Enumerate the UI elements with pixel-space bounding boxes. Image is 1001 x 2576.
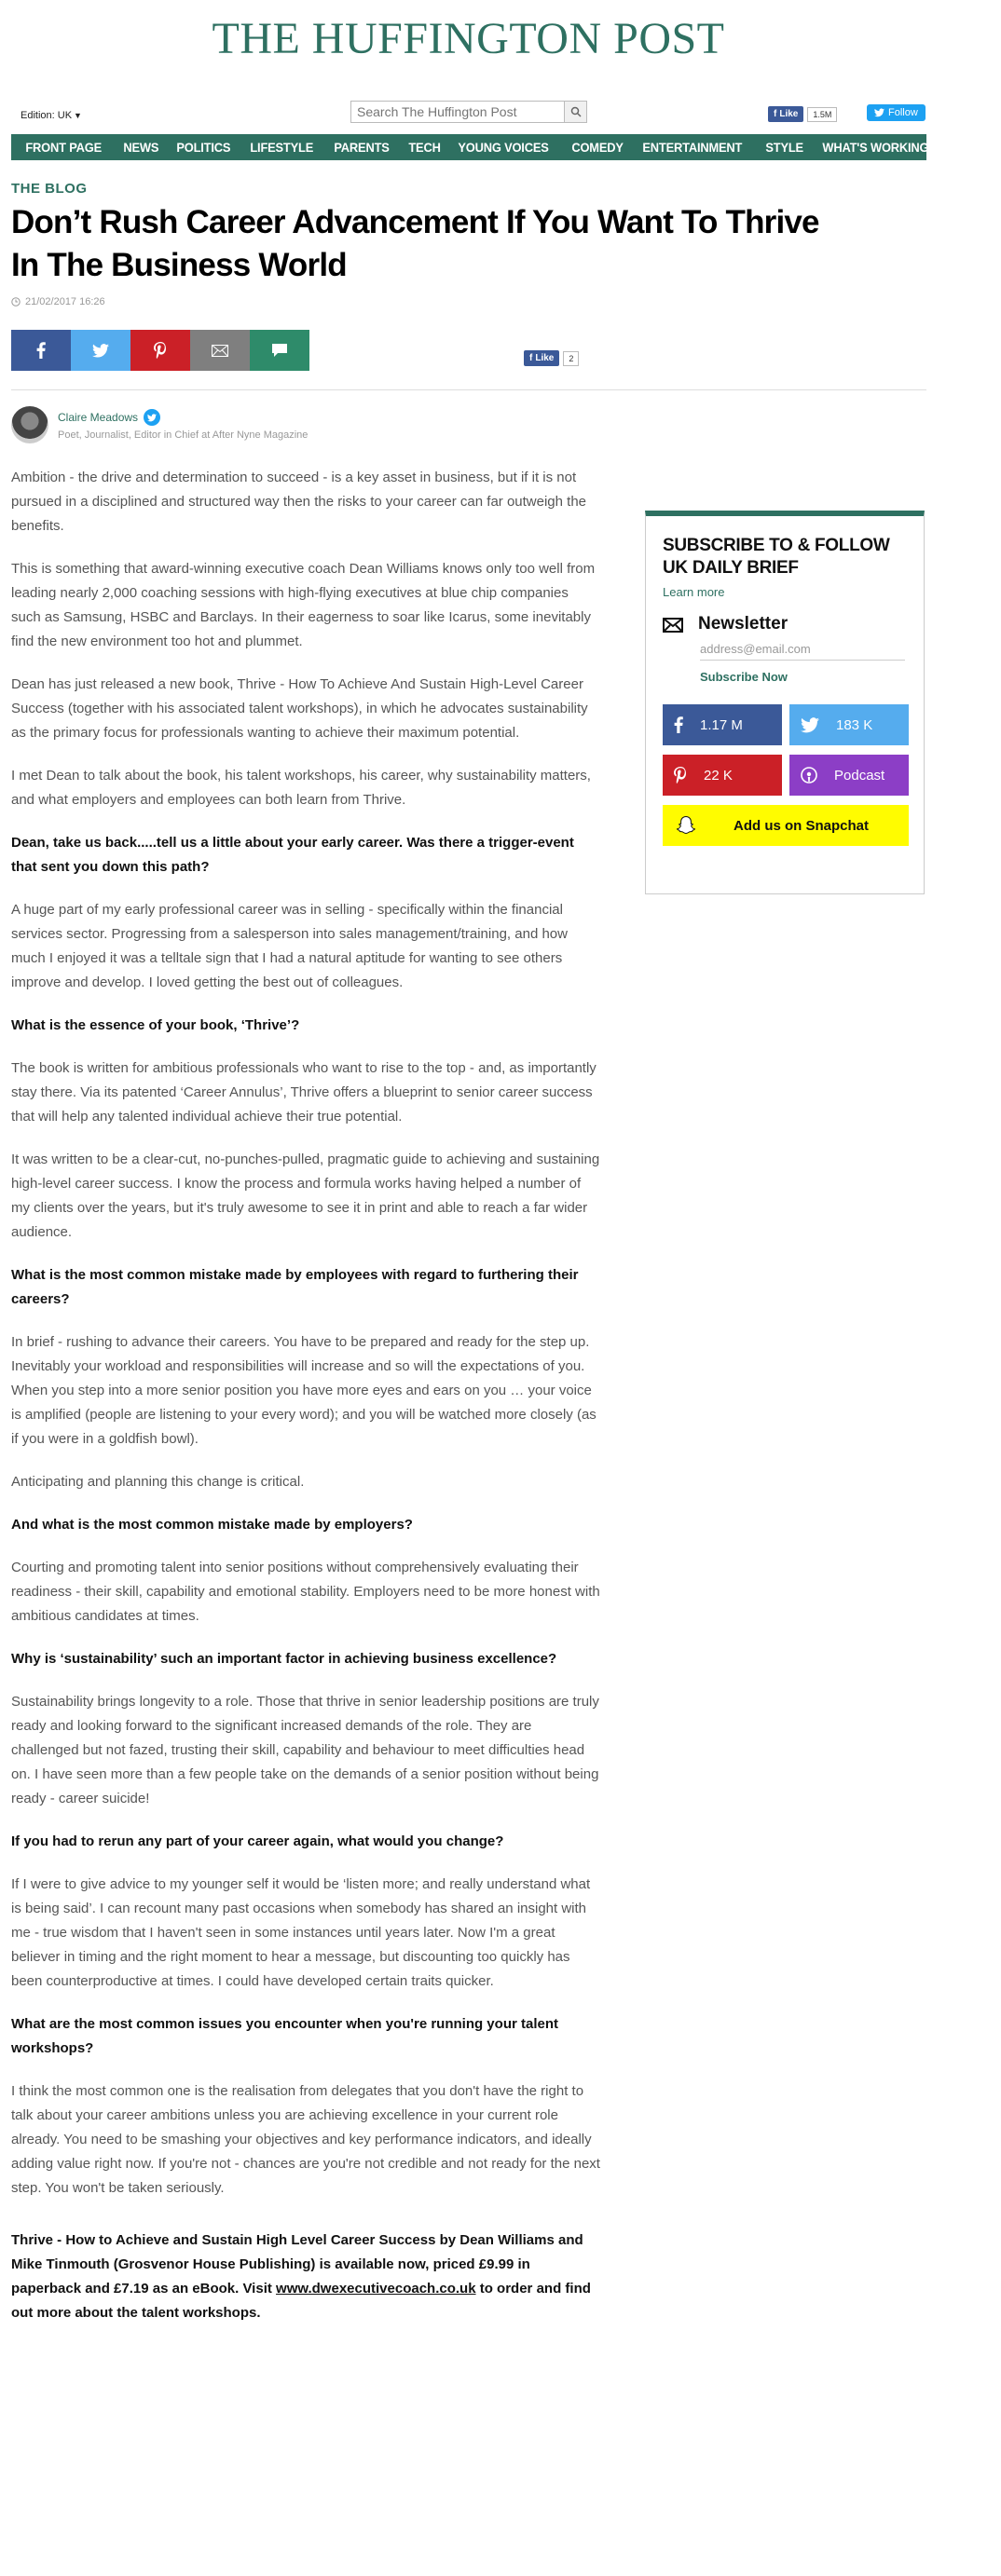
facebook-icon [674,716,683,733]
interview-question: What is the most common mistake made by employees with regard to furthering their careers? [11,1267,579,1307]
article-paragraph: This is something that award-winning executive coach Dean Williams knows only too well from leading nearly 2,000 coaching sessions with high-flying executives at blue chip companies such as Samsung, HSBC and Barclays. In their eagerness to soar like Icarus, some inevitably find the new environment too hot and plummet. [11,561,596,649]
interview-question: Why is ‘sustainability’ such an important factor in achieving business excellence? [11,1651,557,1667]
interview-question: Dean, take us back.....tell us a little about your early career. Was there a trigger-event that sent you down this path? [11,835,574,875]
twitter-bird-icon [92,344,109,358]
nav-item-news[interactable]: NEWS [123,140,159,155]
nav-item-style[interactable]: STYLE [765,140,804,155]
article-paragraph: Ambition - the drive and determination to succeed - is a key asset in business, but if it is not pursued in a disciplined and structured way then the risks to your career can far outweigh the benefits. [11,470,587,534]
twitter-author-icon[interactable] [144,409,160,426]
envelope-icon [663,618,683,633]
fb-like-article-button[interactable] [524,350,559,366]
article-paragraph: I think the most common one is the realisation from delegates that you don't have the right to talk about your career ambitions unless you are achieving excellence in your current role already. You need to be smashing your objectives and key performance indicators, and ideally adding value right now. If you're not - chances are you're not credible and not ready for the next step. You won't be taken seriously. [11,2083,600,2196]
facebook-icon [36,342,46,359]
fb-like-article-label: Like [535,353,555,363]
fb-like-button[interactable] [768,106,803,122]
email-field[interactable]: address@email.com [700,642,905,661]
nav-item-entertainment[interactable]: ENTERTAINMENT [642,140,743,155]
author-info [58,409,308,441]
podcast-icon [801,767,817,784]
author-block [11,406,308,443]
interview-question: What is the essence of your book, ‘Thrive’? [11,1017,300,1033]
nav-item-young-voices[interactable]: YOUNG VOICES [458,140,549,155]
snapchat-label: Add us on Snapchat [734,817,870,834]
sidebar-title: SUBSCRIBE TO & FOLLOW UK DAILY BRIEF [663,536,890,578]
article-paragraph: Courting and promoting talent into senior positions without comprehensively evaluating their readiness - their skill, capability and emotional stability. Employers need to be more honest with ambitious candidates at times. [11,1560,600,1624]
author-bio: Poet, Journalist, Editor in Chief at After Nyne Magazine [58,429,309,441]
nav-item-comedy[interactable]: COMEDY [571,140,624,155]
twitter-follower-count: 183 K [836,716,873,733]
share-twitter-button[interactable] [71,330,130,371]
section-kicker[interactable]: THE BLOG [11,181,88,197]
follow-facebook-button[interactable] [663,704,782,745]
book-info-paragraph [11,2228,600,2325]
masthead [0,13,937,64]
clock-icon [11,297,21,307]
nav-item-front-page[interactable]: FRONT PAGE [25,140,103,155]
podcast-button[interactable] [789,755,909,796]
fb-like-article-widget [524,350,579,366]
nav-item-blogs[interactable]: BLOGS [952,140,994,155]
book-info-text: Thrive - How to Achieve and Sustain High Level Career Success by Dean Williams and Mike Tinmouth (Grosvenor House Publishing) is available now, priced £9.99 in paperback and £7.19 as an eBook. Visit [11,2232,583,2297]
fb-like-count: 1.5M [807,107,837,122]
share-facebook-button[interactable] [11,330,71,371]
podcast-label: Podcast [834,767,885,784]
author-name[interactable]: Claire Meadows [58,411,139,424]
interview-question: If you had to rerun any part of your career again, what would you change? [11,1833,504,1849]
article-paragraph: A huge part of my early professional career was in selling - specifically within the financial services sector. Progressing from a salesperson into sales management/training, and how much I enjoyed it was a telltale sign that I had a natural aptitude for wanting to see others improve and develop. I loved getting the best out of colleagues. [11,902,568,990]
article-paragraph: Sustainability brings longevity to a role. Those that thrive in senior leadership positions are truly ready and looking forward to the significant increased demands of the role. They are challenged but not fazed, trusting their skill, capability and behaviour to meet difficulties head on. I have seen more than a few people take on the demands of a senior position without being ready - career suicide! [11,1694,599,1806]
share-email-button[interactable] [190,330,250,371]
timestamp-text: 21/02/2017 16:26 [25,296,105,307]
fb-like-article-count: 2 [563,351,579,366]
pinterest-icon [674,767,687,784]
fb-icon: f [529,353,533,363]
caret-down-icon: ▼ [74,111,82,120]
interview-question: And what is the most common mistake made by employers? [11,1517,413,1533]
social-follow-grid [663,704,907,796]
article-body [11,466,600,2325]
share-bar [11,330,309,371]
header-divider [11,389,926,390]
interview-question: What are the most common issues you encounter when you're running your talent workshops? [11,2016,558,2056]
nav-item-tech[interactable]: TECH [408,140,441,155]
twitter-bird-icon [874,108,884,117]
article-paragraph: The book is written for ambitious professionals who want to rise to the top - and, as importantly stay there. Via its patented ‘Career Annulus’, Thrive offers a blueprint to senior career success that will help any talented individual achieve their true potential. [11,1060,596,1124]
website-link[interactable]: www.dwexecutivecoach.co.uk [276,2281,476,2297]
edition-label: Edition: UK [21,110,73,121]
share-pinterest-button[interactable] [130,330,190,371]
subscribe-button[interactable]: Subscribe Now [700,670,788,684]
utility-bar [11,101,926,129]
comment-icon [271,343,288,358]
book-info-text-end: to order and find out more about the talent workshops. [11,2281,591,2321]
fb-like-widget [768,106,837,122]
author-avatar[interactable] [11,406,48,443]
article-paragraph: It was written to be a clear-cut, no-punches-pulled, pragmatic guide to achieving and sustaining high-level career success. I know the process and formula works having helped a number of my clients over the years, but it's truly awesome to see it in print and able to reach a far wider audience. [11,1152,600,1240]
fb-icon: f [774,109,777,119]
pinterest-icon [154,342,167,359]
search-box [350,101,587,123]
newsletter-sidebar [645,511,925,894]
main-nav [11,134,994,160]
twitter-follow-label: Follow [888,107,918,118]
facebook-follower-count: 1.17 M [700,716,743,733]
article-paragraph: Anticipating and planning this change is critical. [11,1474,305,1490]
search-icon [570,106,582,117]
twitter-bird-icon [147,414,157,422]
learn-more-link[interactable]: Learn more [663,585,725,599]
article-paragraph: Dean has just released a new book, Thrive - How To Achieve And Sustain High-Level Career Success (together with his associated talent workshops), in which he advocates sustainability as the primary focus for professionals wanting to achieve their maximum potential. [11,676,588,741]
newsletter-row [663,614,907,634]
snapchat-ghost-icon [676,815,696,836]
newsletter-title: Newsletter [698,614,788,634]
snapchat-button[interactable] [663,805,909,846]
edition-selector[interactable] [21,110,82,121]
article-timestamp [11,296,105,307]
article-paragraph: In brief - rushing to advance their careers. You have to be prepared and ready for the step up. Inevitably your workload and responsibilities will increase and so will the expectations of you. When you step into a more senior position you have more eyes and ears on you … your voice is amplified (people are listening to your every word); and you will be watched more closely (as if you were in a goldfish bowl). [11,1334,596,1447]
author-name-row [58,409,308,426]
follow-twitter-button[interactable] [789,704,909,745]
nav-item-whats-working[interactable]: WHAT'S WORKING [821,140,928,155]
article-paragraph: I met Dean to talk about the book, his talent workshops, his career, why sustainability matters, and what employers and employees can both learn from Thrive. [11,768,591,808]
pinterest-follower-count: 22 K [704,767,733,784]
nav-item-parents[interactable]: PARENTS [333,140,390,155]
nav-item-lifestyle[interactable]: LIFESTYLE [250,140,314,155]
email-icon [212,345,228,357]
share-comment-button[interactable] [250,330,309,371]
search-button[interactable] [564,102,586,122]
search-input[interactable] [351,102,564,122]
nav-item-politics[interactable]: POLITICS [176,140,231,155]
follow-pinterest-button[interactable] [663,755,782,796]
article-paragraph: If I were to give advice to my younger self it would be ‘listen more; and really understand what is being said’. I can recount many past occasions when somebody has shared an insight with me - true wisdom that I haven't seen in some instances until years later. Now I'm a great believer in timing and the right moment to hear a message, but discounting too quickly has been counterproductive at times. I could have developed certain traits quicker. [11,1876,591,1989]
site-logo[interactable]: THE HUFFINGTON POST [212,14,725,63]
twitter-follow-button[interactable] [867,104,926,121]
article-headline: Don’t Rush Career Advancement If You Want To Thrive In The Business World [11,204,819,283]
twitter-bird-icon [801,717,819,733]
fb-like-label: Like [779,109,799,119]
